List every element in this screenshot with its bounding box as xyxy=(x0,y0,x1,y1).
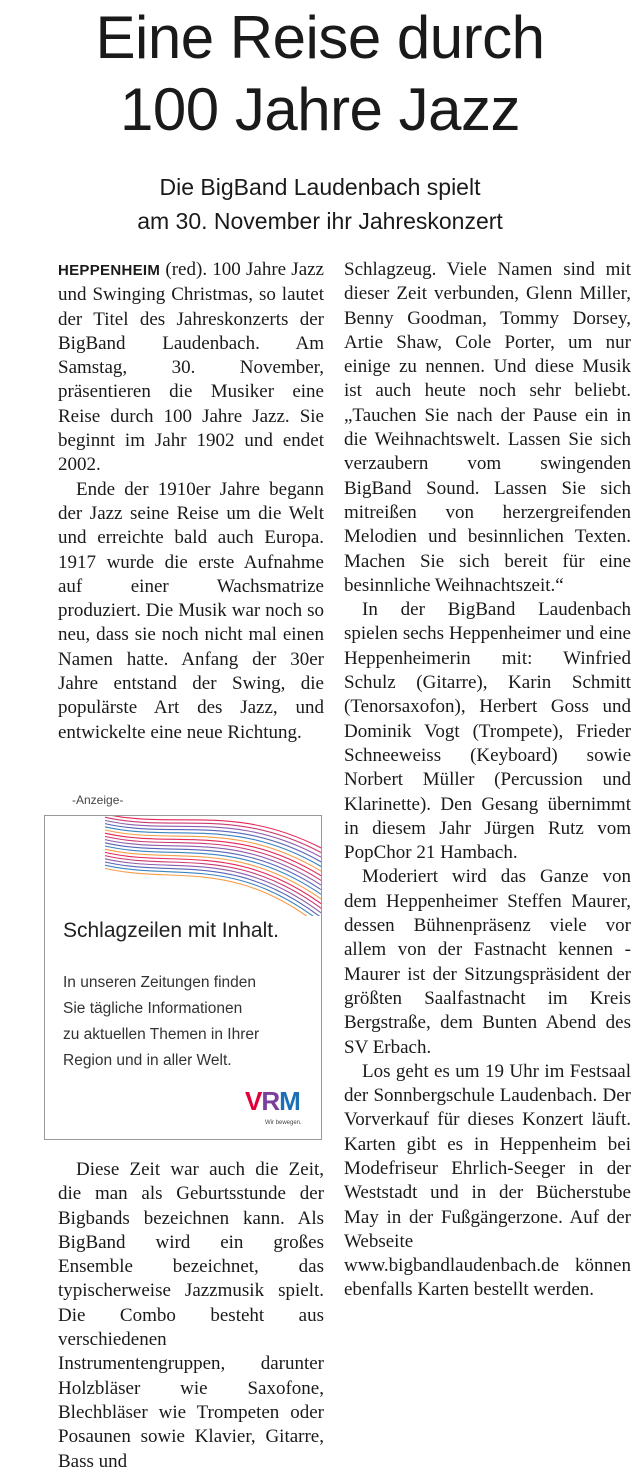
ad-headline: Schlagzeilen mit Inhalt. xyxy=(63,919,279,942)
advertisement[interactable] xyxy=(44,815,322,1140)
ad-body-line: In unseren Zeitungen finden xyxy=(63,974,257,991)
paragraph-tickets: Los geht es um 19 Uhr im Festsaal der Sonnbergschule Laudenbach. Der Vorverkauf für dieses Konzert läuft. Karten gibt es in Heppenheim bei Modefriseur Ehrlich-Seeger in der Weststadt und in der Bücherstube May in der Fußgängerzone. Auf der Webseite www.bigbandlaudenbach.de können ebenfalls Karten bestellt werden. xyxy=(344,1060,631,1301)
article-column-left-top xyxy=(58,258,324,745)
ad-wave-line xyxy=(105,817,321,855)
ad-wave-graphic xyxy=(45,816,321,916)
dateline: HEPPENHEIM xyxy=(58,262,161,279)
paragraph-moderator: Moderiert wird das Ganze von dem Heppenheimer Steffen Maurer, dessen Bühnenpräsenz viele vor allem von der Fastnacht kennen - Maurer ist der Sitzungspräsident der größten Saalfastnacht im Kreis Bergstraße, dem Bunten Abend des SV Erbach. xyxy=(344,866,631,1058)
ad-body-line: zu aktuellen Themen in Ihrer xyxy=(63,1026,260,1043)
paragraph-history: Ende der 1910er Jahre begann der Jazz seine Reise um die Welt und erreichte bald auch Europa. 1917 wurde die erste Aufnahme auf einer Wachsmatrize produziert. Die Musik war noch so neu, dass sie noch nicht mal einen Namen hatte. Anfang der 30er Jahre entstand der Swing, die populärste Art des Jazz, und entwickelte eine neue Richtung. xyxy=(58,478,324,743)
ad-slogan: Wir bewegen. xyxy=(265,1120,302,1126)
paragraph-bigbands-continued: Schlagzeug. Viele Namen sind mit dieser Zeit verbunden, Glenn Miller, Benny Goodman, Tommy Dorsey, Artie Shaw, Cole Porter, um nur einige zu nennen. Und diese Musik ist auch heute noch sehr beliebt. „Tauchen Sie nach der Pause ein in die Weihnachtswelt. Lassen Sie sich verzaubern vom swingenden BigBand Sound. Lassen Sie sich mitreißen von herzergreifenden Melodien und besinnlichen Texten. Machen Sie sich bereit für eine besinnliche Weihnachtszeit.“ xyxy=(344,259,631,596)
paragraph-intro xyxy=(58,258,324,478)
paragraph-members: In der BigBand Laudenbach spielen sechs Heppenheimer und eine Heppenheimerin mit: Winfried Schulz (Gitarre), Karin Schmitt (Tenorsaxofon), Herbert Goss und Dominik Vogt (Trompete), Frieder Schneeweiss (Keyboard) sowie Norbert Müller (Percussion und Klarinette). Den Gesang übernimmt in diesem Jahr Jürgen Rutz vom PopChor 21 Hambach. xyxy=(344,599,631,864)
subhead-line-1: Die BigBand Laudenbach spielt xyxy=(159,174,481,200)
vrm-logo: VRM xyxy=(245,1086,300,1116)
headline-line-2: 100 Jahre Jazz xyxy=(120,76,520,143)
subhead-line-2: am 30. November ihr Jahreskonzert xyxy=(137,208,503,234)
article-column-right xyxy=(344,258,631,1303)
ad-body-line: Region und in aller Welt. xyxy=(63,1052,232,1069)
paragraph-intro-text: (red). 100 Jahre Jazz und Swinging Christmas, so lautet der Titel des Jahreskonzerts der BigBand Laudenbach. Am Samstag, 30. November, präsentieren die Musiker eine Reise durch 100 Jahre Jazz. Sie beginnt im Jahr 1902 und endet 2002. xyxy=(58,259,324,476)
headline-line-1: Eine Reise durch xyxy=(95,4,545,71)
article-subheadline xyxy=(0,170,640,238)
ad-body-line: Sie tägliche Informationen xyxy=(63,1000,243,1017)
article-headline xyxy=(0,2,640,146)
article-column-left-bottom xyxy=(58,1158,324,1474)
paragraph-bigbands: Diese Zeit war auch die Zeit, die man als Geburtsstunde der Bigbands bezeichnen kann. Als BigBand wird ein großes Ensemble bezeichnet, das typischerweise Jazzmusik spielt. Die Combo besteht aus verschiedenen Instrumentengruppen, darunter Holzbläser wie Saxofone, Blechbläser wie Trompeten oder Posaunen sowie Klavier, Gitarre, Bass und xyxy=(58,1159,324,1472)
ad-body xyxy=(63,970,315,1074)
ad-tag: -Anzeige- xyxy=(72,793,124,807)
